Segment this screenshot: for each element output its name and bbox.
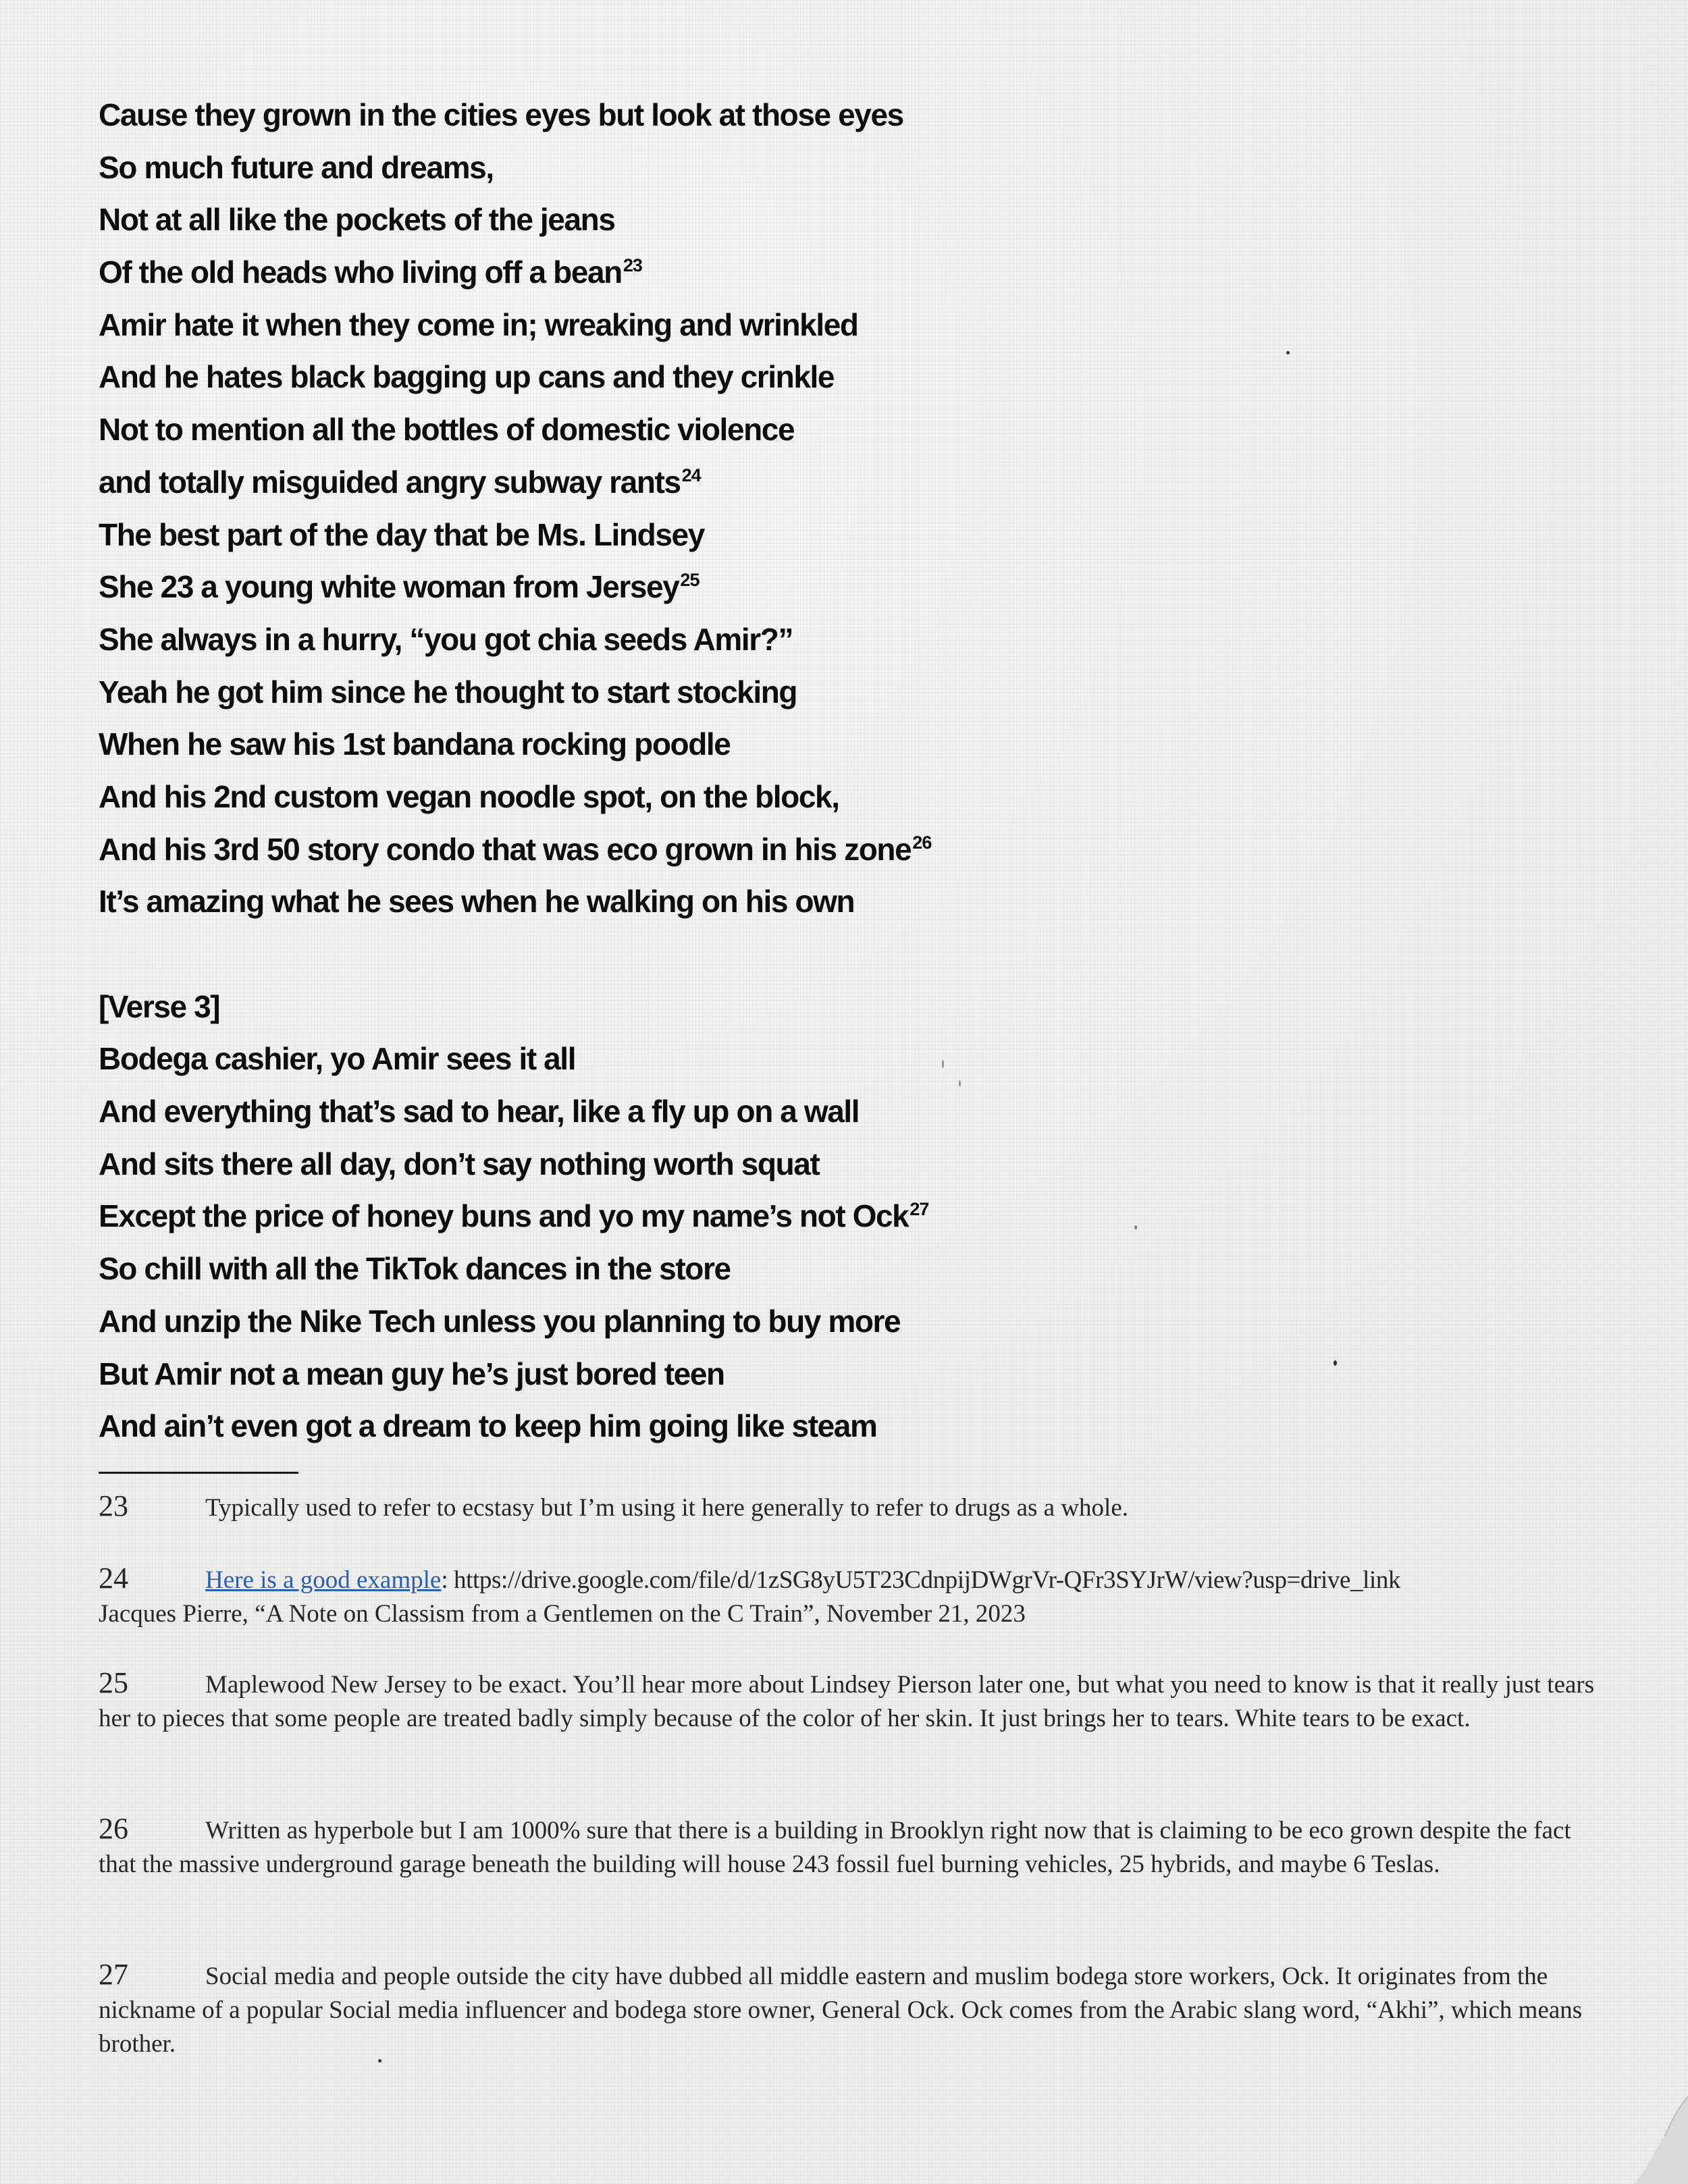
footnote-separator — [99, 1472, 298, 1474]
paper-speck — [378, 2059, 381, 2062]
footnote-27 — [99, 1958, 1604, 2061]
lyric-line: And he hates black bagging up cans and they crinkle — [99, 359, 835, 395]
footnote-ref[interactable]: 23 — [623, 255, 642, 276]
lyric-line: Amir hate it when they come in; wreaking and wrinkled — [99, 307, 858, 342]
footnote-24 — [99, 1562, 1604, 1631]
lyric-line: Yeah he got him since he thought to start stocking — [99, 674, 797, 710]
lyric-line: She always in a hurry, “you got chia seeds Amir?” — [99, 621, 793, 657]
footnote-ref[interactable]: 25 — [680, 570, 700, 591]
footnote-text: Social media and people outside the city have dubbed all middle eastern and muslim bodega store workers, Ock. It originates from the nickname of a popular Social media influencer and bodega store owner, General Ock. Ock comes from the Arabic slang word, “Akhi”, which means brother. — [99, 1963, 1583, 2058]
lyric-line: Of the old heads who living off a bean$^{23}$ — [99, 255, 642, 290]
stanza-gap — [99, 928, 1246, 981]
footnote-text: Maplewood New Jersey to be exact. You’ll hear more about Lindsey Pierson later one, but what you need to know is that it really just tears her to pieces that some people are treated badly simply because of the color of her skin. It just brings her to tears. White tears to be exact. — [99, 1671, 1595, 1732]
paper-corner-curl — [1634, 2096, 1688, 2184]
lyric-line: Not at all like the pockets of the jeans — [99, 202, 615, 238]
lyric-line: She 23 a young white woman from Jersey$^{25}$ — [99, 569, 700, 605]
lyric-line: It’s amazing what he sees when he walking on his own — [99, 884, 855, 920]
paper-speck — [1286, 351, 1290, 354]
lyric-line: Bodega cashier, yo Amir sees it all — [99, 1041, 576, 1077]
footnote-number: 24 — [99, 1562, 128, 1595]
example-link[interactable]: Here is a good example — [205, 1566, 442, 1594]
paper-speck — [959, 1080, 961, 1087]
lyric-line: and totally misguided angry subway rants$^{24}$ — [99, 464, 701, 500]
lyric-line: And ain’t even got a dream to keep him going like steam — [99, 1408, 877, 1444]
footnote-number: 25 — [99, 1666, 128, 1699]
footnote-citation: Jacques Pierre, “A Note on Classism from a Gentlemen on the C Train”, November 21, 2023 — [99, 1600, 1026, 1628]
lyrics-block — [99, 89, 1246, 1453]
lyric-line: So much future and dreams, — [99, 149, 494, 185]
lyric-line: Cause they grown in the cities eyes but look at those eyes — [99, 97, 903, 132]
lyric-line: And his 3rd 50 story condo that was eco grown in his zone$^{26}$ — [99, 831, 932, 867]
footnote-number: 27 — [99, 1958, 128, 1991]
footnote-25 — [99, 1666, 1604, 1736]
paper-speck — [1334, 1360, 1337, 1366]
footnote-ref[interactable]: 24 — [681, 464, 701, 485]
footnote-23 — [99, 1489, 1604, 1525]
lyric-line: Except the price of honey buns and yo my name’s not Ock$^{27}$ — [99, 1198, 929, 1234]
footnote-ref[interactable]: 26 — [912, 832, 932, 853]
lyric-line: And unzip the Nike Tech unless you planning to buy more — [99, 1303, 901, 1339]
lyric-line: And everything that’s sad to hear, like a fly up on a wall — [99, 1094, 860, 1129]
footnote-url-text: : https://drive.google.com/file/d/1zSG8yU5T23CdnpijDWgrVr-QFr3SYJrW/view?usp=drive_link — [441, 1566, 1401, 1594]
lyric-line: Not to mention all the bottles of domestic violence — [99, 412, 795, 448]
lyric-line: But Amir not a mean guy he’s just bored teen — [99, 1356, 724, 1391]
footnote-number: 26 — [99, 1812, 128, 1845]
paper-speck — [942, 1060, 944, 1068]
lyric-line: When he saw his 1st bandana rocking poodle — [99, 726, 731, 762]
lyric-line: And sits there all day, don’t say nothing worth squat — [99, 1146, 820, 1181]
footnote-text: Written as hyperbole but I am 1000% sure that there is a building in Brooklyn right now that is claiming to be eco grown despite the fact that the massive underground garage beneath the building will house 243 fossil fuel burning vehicles, 25 hybrids, and maybe 6 Teslas. — [99, 1817, 1571, 1878]
verse-heading: [Verse 3] — [99, 988, 220, 1024]
paper-speck — [1134, 1225, 1137, 1229]
footnote-number: 23 — [99, 1489, 128, 1522]
lyric-line: And his 2nd custom vegan noodle spot, on the block, — [99, 778, 839, 814]
footnote-26 — [99, 1812, 1604, 1882]
lyric-line: The best part of the day that be Ms. Lindsey — [99, 516, 704, 552]
footnote-text: Typically used to refer to ecstasy but I’m using it here generally to refer to drugs as a whole. — [205, 1494, 1128, 1522]
lyric-line: So chill with all the TikTok dances in the store — [99, 1251, 731, 1287]
footnote-ref[interactable]: 27 — [909, 1199, 929, 1220]
